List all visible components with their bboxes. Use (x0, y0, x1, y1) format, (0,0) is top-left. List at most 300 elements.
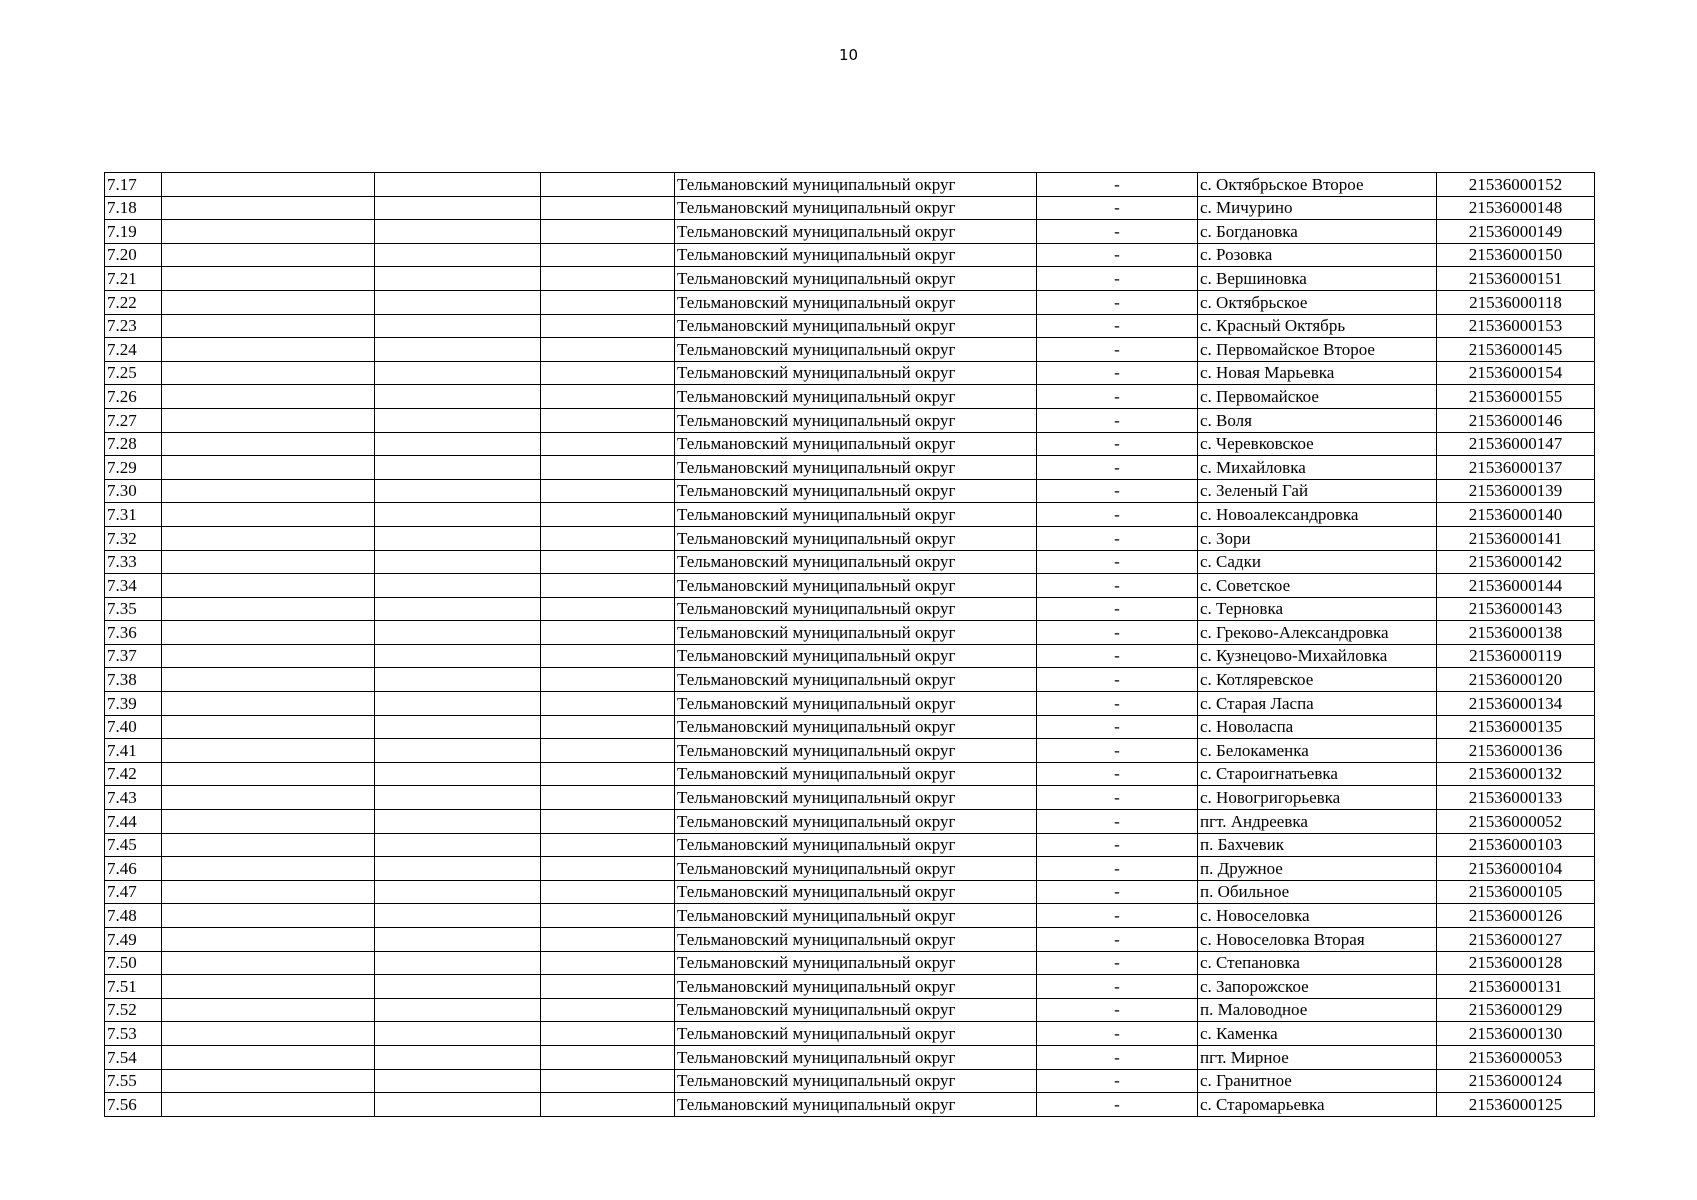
table-row (105, 739, 1595, 763)
table-row (105, 479, 1595, 503)
empty-cell (375, 220, 541, 244)
oktmo-code: 21536000138 (1437, 621, 1595, 645)
dash-cell: - (1037, 762, 1198, 786)
empty-cell (162, 880, 375, 904)
dash-cell: - (1037, 833, 1198, 857)
empty-cell (162, 857, 375, 881)
table-row (105, 290, 1595, 314)
table-row (105, 975, 1595, 999)
settlement-name: п. Дружное (1198, 857, 1437, 881)
oktmo-code: 21536000150 (1437, 243, 1595, 267)
district-name: Тельмановский муниципальный округ (675, 644, 1037, 668)
empty-cell (375, 196, 541, 220)
empty-cell (541, 928, 675, 952)
row-number: 7.35 (105, 597, 162, 621)
dash-cell: - (1037, 975, 1198, 999)
empty-cell (375, 338, 541, 362)
oktmo-code: 21536000133 (1437, 786, 1595, 810)
row-number: 7.24 (105, 338, 162, 362)
empty-cell (541, 503, 675, 527)
row-number: 7.38 (105, 668, 162, 692)
empty-cell (162, 290, 375, 314)
empty-cell (375, 314, 541, 338)
table-row (105, 550, 1595, 574)
oktmo-code: 21536000131 (1437, 975, 1595, 999)
oktmo-code: 21536000120 (1437, 668, 1595, 692)
empty-cell (162, 503, 375, 527)
district-name: Тельмановский муниципальный округ (675, 786, 1037, 810)
district-name: Тельмановский муниципальный округ (675, 880, 1037, 904)
empty-cell (375, 833, 541, 857)
empty-cell (375, 621, 541, 645)
table-row (105, 904, 1595, 928)
empty-cell (162, 1069, 375, 1093)
empty-cell (541, 361, 675, 385)
district-name: Тельмановский муниципальный округ (675, 1022, 1037, 1046)
table-row (105, 361, 1595, 385)
settlement-name: с. Новоселовка (1198, 904, 1437, 928)
table-row (105, 243, 1595, 267)
row-number: 7.29 (105, 456, 162, 480)
table-row (105, 644, 1595, 668)
empty-cell (541, 762, 675, 786)
oktmo-code: 21536000139 (1437, 479, 1595, 503)
row-number: 7.51 (105, 975, 162, 999)
table-row (105, 408, 1595, 432)
row-number: 7.17 (105, 173, 162, 197)
oktmo-code: 21536000124 (1437, 1069, 1595, 1093)
oktmo-code: 21536000128 (1437, 951, 1595, 975)
dash-cell: - (1037, 432, 1198, 456)
empty-cell (375, 479, 541, 503)
settlement-name: с. Красный Октябрь (1198, 314, 1437, 338)
district-name: Тельмановский муниципальный округ (675, 668, 1037, 692)
district-name: Тельмановский муниципальный округ (675, 904, 1037, 928)
empty-cell (375, 1045, 541, 1069)
dash-cell: - (1037, 786, 1198, 810)
district-name: Тельмановский муниципальный округ (675, 715, 1037, 739)
dash-cell: - (1037, 314, 1198, 338)
dash-cell: - (1037, 621, 1198, 645)
district-name: Тельмановский муниципальный округ (675, 456, 1037, 480)
empty-cell (541, 1045, 675, 1069)
dash-cell: - (1037, 1069, 1198, 1093)
oktmo-code: 21536000105 (1437, 880, 1595, 904)
row-number: 7.31 (105, 503, 162, 527)
empty-cell (375, 810, 541, 834)
dash-cell: - (1037, 267, 1198, 291)
dash-cell: - (1037, 1045, 1198, 1069)
table-row (105, 173, 1595, 197)
dash-cell: - (1037, 503, 1198, 527)
empty-cell (541, 173, 675, 197)
table-row (105, 220, 1595, 244)
row-number: 7.46 (105, 857, 162, 881)
row-number: 7.55 (105, 1069, 162, 1093)
oktmo-code: 21536000143 (1437, 597, 1595, 621)
empty-cell (541, 715, 675, 739)
oktmo-code: 21536000148 (1437, 196, 1595, 220)
district-name: Тельмановский муниципальный округ (675, 975, 1037, 999)
settlement-name: с. Новоласпа (1198, 715, 1437, 739)
settlement-name: с. Степановка (1198, 951, 1437, 975)
dash-cell: - (1037, 715, 1198, 739)
table-row (105, 385, 1595, 409)
oktmo-code: 21536000118 (1437, 290, 1595, 314)
empty-cell (162, 668, 375, 692)
empty-cell (541, 1093, 675, 1117)
district-name: Тельмановский муниципальный округ (675, 408, 1037, 432)
settlements-table (104, 172, 1595, 1117)
district-name: Тельмановский муниципальный округ (675, 597, 1037, 621)
empty-cell (541, 810, 675, 834)
empty-cell (541, 1069, 675, 1093)
empty-cell (375, 173, 541, 197)
table-row (105, 951, 1595, 975)
dash-cell: - (1037, 408, 1198, 432)
empty-cell (162, 975, 375, 999)
empty-cell (375, 526, 541, 550)
row-number: 7.36 (105, 621, 162, 645)
row-number: 7.34 (105, 574, 162, 598)
empty-cell (541, 621, 675, 645)
dash-cell: - (1037, 220, 1198, 244)
table-row (105, 338, 1595, 362)
settlement-name: пгт. Мирное (1198, 1045, 1437, 1069)
district-name: Тельмановский муниципальный округ (675, 220, 1037, 244)
settlement-name: с. Октябрьское Второе (1198, 173, 1437, 197)
table-row (105, 762, 1595, 786)
district-name: Тельмановский муниципальный округ (675, 479, 1037, 503)
empty-cell (541, 574, 675, 598)
district-name: Тельмановский муниципальный округ (675, 928, 1037, 952)
empty-cell (162, 597, 375, 621)
settlement-name: с. Старомарьевка (1198, 1093, 1437, 1117)
table-row (105, 526, 1595, 550)
oktmo-code: 21536000145 (1437, 338, 1595, 362)
district-name: Тельмановский муниципальный округ (675, 998, 1037, 1022)
table-row (105, 196, 1595, 220)
settlement-name: пгт. Андреевка (1198, 810, 1437, 834)
empty-cell (162, 220, 375, 244)
empty-cell (162, 385, 375, 409)
settlement-name: с. Новогригорьевка (1198, 786, 1437, 810)
table-row (105, 998, 1595, 1022)
empty-cell (162, 998, 375, 1022)
empty-cell (541, 880, 675, 904)
empty-cell (162, 1022, 375, 1046)
row-number: 7.54 (105, 1045, 162, 1069)
empty-cell (162, 692, 375, 716)
district-name: Тельмановский муниципальный округ (675, 810, 1037, 834)
empty-cell (541, 456, 675, 480)
district-name: Тельмановский муниципальный округ (675, 692, 1037, 716)
dash-cell: - (1037, 290, 1198, 314)
dash-cell: - (1037, 361, 1198, 385)
table-row (105, 432, 1595, 456)
empty-cell (541, 338, 675, 362)
settlement-name: с. Терновка (1198, 597, 1437, 621)
row-number: 7.30 (105, 479, 162, 503)
empty-cell (541, 1022, 675, 1046)
empty-cell (162, 904, 375, 928)
empty-cell (162, 479, 375, 503)
dash-cell: - (1037, 904, 1198, 928)
dash-cell: - (1037, 998, 1198, 1022)
row-number: 7.20 (105, 243, 162, 267)
district-name: Тельмановский муниципальный округ (675, 1093, 1037, 1117)
oktmo-code: 21536000052 (1437, 810, 1595, 834)
district-name: Тельмановский муниципальный округ (675, 857, 1037, 881)
oktmo-code: 21536000103 (1437, 833, 1595, 857)
settlement-name: с. Староигнатьевка (1198, 762, 1437, 786)
settlement-name: с. Старая Ласпа (1198, 692, 1437, 716)
row-number: 7.40 (105, 715, 162, 739)
oktmo-code: 21536000130 (1437, 1022, 1595, 1046)
table-row (105, 692, 1595, 716)
settlement-name: с. Октябрьское (1198, 290, 1437, 314)
district-name: Тельмановский муниципальный округ (675, 385, 1037, 409)
table-row (105, 880, 1595, 904)
table-row (105, 267, 1595, 291)
empty-cell (162, 408, 375, 432)
table-row (105, 621, 1595, 645)
settlement-name: с. Михайловка (1198, 456, 1437, 480)
row-number: 7.19 (105, 220, 162, 244)
oktmo-code: 21536000127 (1437, 928, 1595, 952)
settlement-name: п. Бахчевик (1198, 833, 1437, 857)
dash-cell: - (1037, 526, 1198, 550)
empty-cell (375, 290, 541, 314)
empty-cell (162, 1093, 375, 1117)
oktmo-code: 21536000135 (1437, 715, 1595, 739)
empty-cell (375, 692, 541, 716)
district-name: Тельмановский муниципальный округ (675, 526, 1037, 550)
empty-cell (375, 739, 541, 763)
empty-cell (541, 692, 675, 716)
settlement-name: с. Мичурино (1198, 196, 1437, 220)
settlement-name: с. Кузнецово-Михайловка (1198, 644, 1437, 668)
empty-cell (162, 951, 375, 975)
empty-cell (541, 998, 675, 1022)
empty-cell (375, 857, 541, 881)
empty-cell (375, 597, 541, 621)
settlement-name: с. Каменка (1198, 1022, 1437, 1046)
settlement-name: п. Обильное (1198, 880, 1437, 904)
row-number: 7.25 (105, 361, 162, 385)
district-name: Тельмановский муниципальный округ (675, 739, 1037, 763)
empty-cell (162, 928, 375, 952)
row-number: 7.48 (105, 904, 162, 928)
district-name: Тельмановский муниципальный округ (675, 290, 1037, 314)
row-number: 7.21 (105, 267, 162, 291)
empty-cell (375, 668, 541, 692)
empty-cell (541, 668, 675, 692)
oktmo-code: 21536000140 (1437, 503, 1595, 527)
dash-cell: - (1037, 385, 1198, 409)
district-name: Тельмановский муниципальный округ (675, 833, 1037, 857)
dash-cell: - (1037, 550, 1198, 574)
empty-cell (375, 951, 541, 975)
empty-cell (162, 267, 375, 291)
district-name: Тельмановский муниципальный округ (675, 574, 1037, 598)
dash-cell: - (1037, 597, 1198, 621)
district-name: Тельмановский муниципальный округ (675, 314, 1037, 338)
empty-cell (541, 951, 675, 975)
row-number: 7.39 (105, 692, 162, 716)
empty-cell (162, 810, 375, 834)
empty-cell (162, 1045, 375, 1069)
empty-cell (541, 550, 675, 574)
table-row (105, 1022, 1595, 1046)
empty-cell (162, 196, 375, 220)
settlement-name: с. Гранитное (1198, 1069, 1437, 1093)
district-name: Тельмановский муниципальный округ (675, 762, 1037, 786)
settlement-name: с. Новая Марьевка (1198, 361, 1437, 385)
empty-cell (541, 243, 675, 267)
row-number: 7.49 (105, 928, 162, 952)
empty-cell (162, 762, 375, 786)
empty-cell (162, 314, 375, 338)
empty-cell (375, 503, 541, 527)
table-row (105, 715, 1595, 739)
dash-cell: - (1037, 668, 1198, 692)
empty-cell (375, 1022, 541, 1046)
table-row (105, 786, 1595, 810)
dash-cell: - (1037, 173, 1198, 197)
empty-cell (541, 904, 675, 928)
row-number: 7.18 (105, 196, 162, 220)
dash-cell: - (1037, 739, 1198, 763)
row-number: 7.45 (105, 833, 162, 857)
empty-cell (375, 1093, 541, 1117)
empty-cell (541, 385, 675, 409)
empty-cell (162, 550, 375, 574)
empty-cell (375, 715, 541, 739)
empty-cell (541, 833, 675, 857)
empty-cell (375, 267, 541, 291)
settlement-name: с. Вершиновка (1198, 267, 1437, 291)
oktmo-code: 21536000137 (1437, 456, 1595, 480)
settlement-name: с. Советское (1198, 574, 1437, 598)
empty-cell (375, 408, 541, 432)
empty-cell (375, 550, 541, 574)
empty-cell (375, 432, 541, 456)
settlement-name: с. Запорожское (1198, 975, 1437, 999)
empty-cell (541, 786, 675, 810)
table-row (105, 810, 1595, 834)
row-number: 7.50 (105, 951, 162, 975)
empty-cell (162, 621, 375, 645)
row-number: 7.27 (105, 408, 162, 432)
settlement-name: с. Новоалександровка (1198, 503, 1437, 527)
empty-cell (375, 998, 541, 1022)
settlement-name: с. Первомайское Второе (1198, 338, 1437, 362)
empty-cell (375, 644, 541, 668)
row-number: 7.28 (105, 432, 162, 456)
dash-cell: - (1037, 880, 1198, 904)
empty-cell (162, 243, 375, 267)
empty-cell (541, 857, 675, 881)
settlement-name: с. Новоселовка Вторая (1198, 928, 1437, 952)
dash-cell: - (1037, 951, 1198, 975)
table-row (105, 1069, 1595, 1093)
district-name: Тельмановский муниципальный округ (675, 196, 1037, 220)
empty-cell (541, 267, 675, 291)
empty-cell (162, 644, 375, 668)
table-row (105, 456, 1595, 480)
table-body (105, 173, 1595, 1117)
dash-cell: - (1037, 928, 1198, 952)
oktmo-code: 21536000155 (1437, 385, 1595, 409)
oktmo-code: 21536000125 (1437, 1093, 1595, 1117)
settlement-name: с. Греково-Александровка (1198, 621, 1437, 645)
dash-cell: - (1037, 456, 1198, 480)
oktmo-code: 21536000142 (1437, 550, 1595, 574)
table-row (105, 928, 1595, 952)
oktmo-code: 21536000129 (1437, 998, 1595, 1022)
empty-cell (162, 526, 375, 550)
oktmo-code: 21536000144 (1437, 574, 1595, 598)
row-number: 7.53 (105, 1022, 162, 1046)
table-row (105, 503, 1595, 527)
district-name: Тельмановский муниципальный округ (675, 621, 1037, 645)
empty-cell (375, 786, 541, 810)
empty-cell (162, 456, 375, 480)
settlement-name: с. Зеленый Гай (1198, 479, 1437, 503)
oktmo-code: 21536000126 (1437, 904, 1595, 928)
empty-cell (541, 408, 675, 432)
empty-cell (375, 904, 541, 928)
dash-cell: - (1037, 338, 1198, 362)
table-row (105, 668, 1595, 692)
row-number: 7.56 (105, 1093, 162, 1117)
dash-cell: - (1037, 810, 1198, 834)
empty-cell (541, 644, 675, 668)
settlement-name: с. Садки (1198, 550, 1437, 574)
row-number: 7.33 (105, 550, 162, 574)
empty-cell (541, 739, 675, 763)
empty-cell (375, 928, 541, 952)
row-number: 7.52 (105, 998, 162, 1022)
empty-cell (375, 361, 541, 385)
settlement-name: с. Розовка (1198, 243, 1437, 267)
oktmo-code: 21536000146 (1437, 408, 1595, 432)
dash-cell: - (1037, 196, 1198, 220)
table-row (105, 1093, 1595, 1117)
oktmo-code: 21536000053 (1437, 1045, 1595, 1069)
page-number: 10 (838, 46, 859, 64)
table-row (105, 833, 1595, 857)
empty-cell (162, 739, 375, 763)
district-name: Тельмановский муниципальный округ (675, 267, 1037, 291)
empty-cell (162, 574, 375, 598)
district-name: Тельмановский муниципальный округ (675, 1069, 1037, 1093)
oktmo-code: 21536000151 (1437, 267, 1595, 291)
empty-cell (541, 479, 675, 503)
oktmo-code: 21536000119 (1437, 644, 1595, 668)
district-name: Тельмановский муниципальный округ (675, 432, 1037, 456)
settlement-name: п. Маловодное (1198, 998, 1437, 1022)
settlement-name: с. Первомайское (1198, 385, 1437, 409)
dash-cell: - (1037, 1022, 1198, 1046)
empty-cell (162, 833, 375, 857)
empty-cell (162, 173, 375, 197)
table-row (105, 597, 1595, 621)
empty-cell (375, 243, 541, 267)
empty-cell (162, 432, 375, 456)
empty-cell (541, 290, 675, 314)
